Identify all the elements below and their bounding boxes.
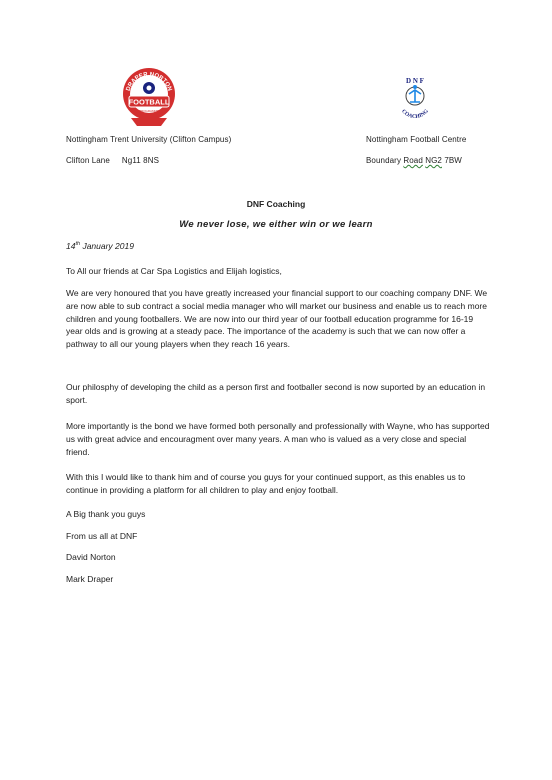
paragraph-1: We are very honoured that you have greatly increased your financial support to our coaching company DNF. We are now able to sub contract a social media manager who will market our business and enable us to reach more children and young footballers. We are now into our third year of our football education programme for 16-19 year olds and is growing at a steady pace. The importance of the academy is such that we can now offer a pathway to all our young players when they reach 16 years. xyxy=(66,288,488,350)
paragraph-4: With this I would like to thank him and of course you guys for your continued support, as this enables us to continue in providing a platform for all children to play and enjoy football. xyxy=(66,472,466,495)
logo-top-text: D N F xyxy=(406,77,424,85)
dnf-coaching-logo xyxy=(393,74,437,118)
logo-bottom-text: COACHING xyxy=(400,108,430,118)
letter-motto: We never lose, we either win or we learn xyxy=(179,219,373,230)
address-right-word-d: 7BW xyxy=(444,156,462,165)
address-left-line2 xyxy=(66,156,159,165)
svg-text:COACHING xyxy=(400,108,430,118)
address-right-word-b: Road xyxy=(403,156,423,165)
logo-sub-text: PROGRAMME xyxy=(138,109,160,113)
date-rest: January 2019 xyxy=(82,241,134,251)
address-right-word-c: NG2 xyxy=(425,156,442,165)
address-left-street: Clifton Lane xyxy=(66,156,110,165)
from-line: From us all at DNF xyxy=(66,531,138,541)
address-right-word-a: Boundary xyxy=(366,156,402,165)
logo-ring-text: DRAPER NORTON xyxy=(125,71,173,92)
letter-date xyxy=(66,241,134,251)
address-right-line1: Nottingham Football Centre xyxy=(366,135,467,144)
signature-1: David Norton xyxy=(66,552,116,562)
paragraph-2: Our philosphy of developing the child as a person first and footballer second is now suported by an education in sport. xyxy=(66,382,486,405)
address-left-postcode: Ng11 8NS xyxy=(121,156,160,165)
letter-title: DNF Coaching xyxy=(246,199,306,209)
address-right-line2 xyxy=(366,156,462,165)
logo-main-text: FOOTBALL xyxy=(128,97,170,107)
draper-norton-football-logo xyxy=(121,66,177,128)
greeting: To All our friends at Car Spa Logistics and Elijah logistics, xyxy=(66,266,282,276)
signature-2: Mark Draper xyxy=(66,574,114,584)
paragraph-3: More importantly is the bond we have formed both personally and professionally with Wayne, who has supported us with great advice and encouragment over many years. A man who is valued as a very close and special friend. xyxy=(66,421,490,457)
thanks-line: A Big thank you guys xyxy=(66,509,146,519)
address-left-line1: Nottingham Trent University (Clifton Campus) xyxy=(66,135,232,144)
date-suffix: th xyxy=(75,241,81,248)
date-day: 14 xyxy=(66,241,76,251)
